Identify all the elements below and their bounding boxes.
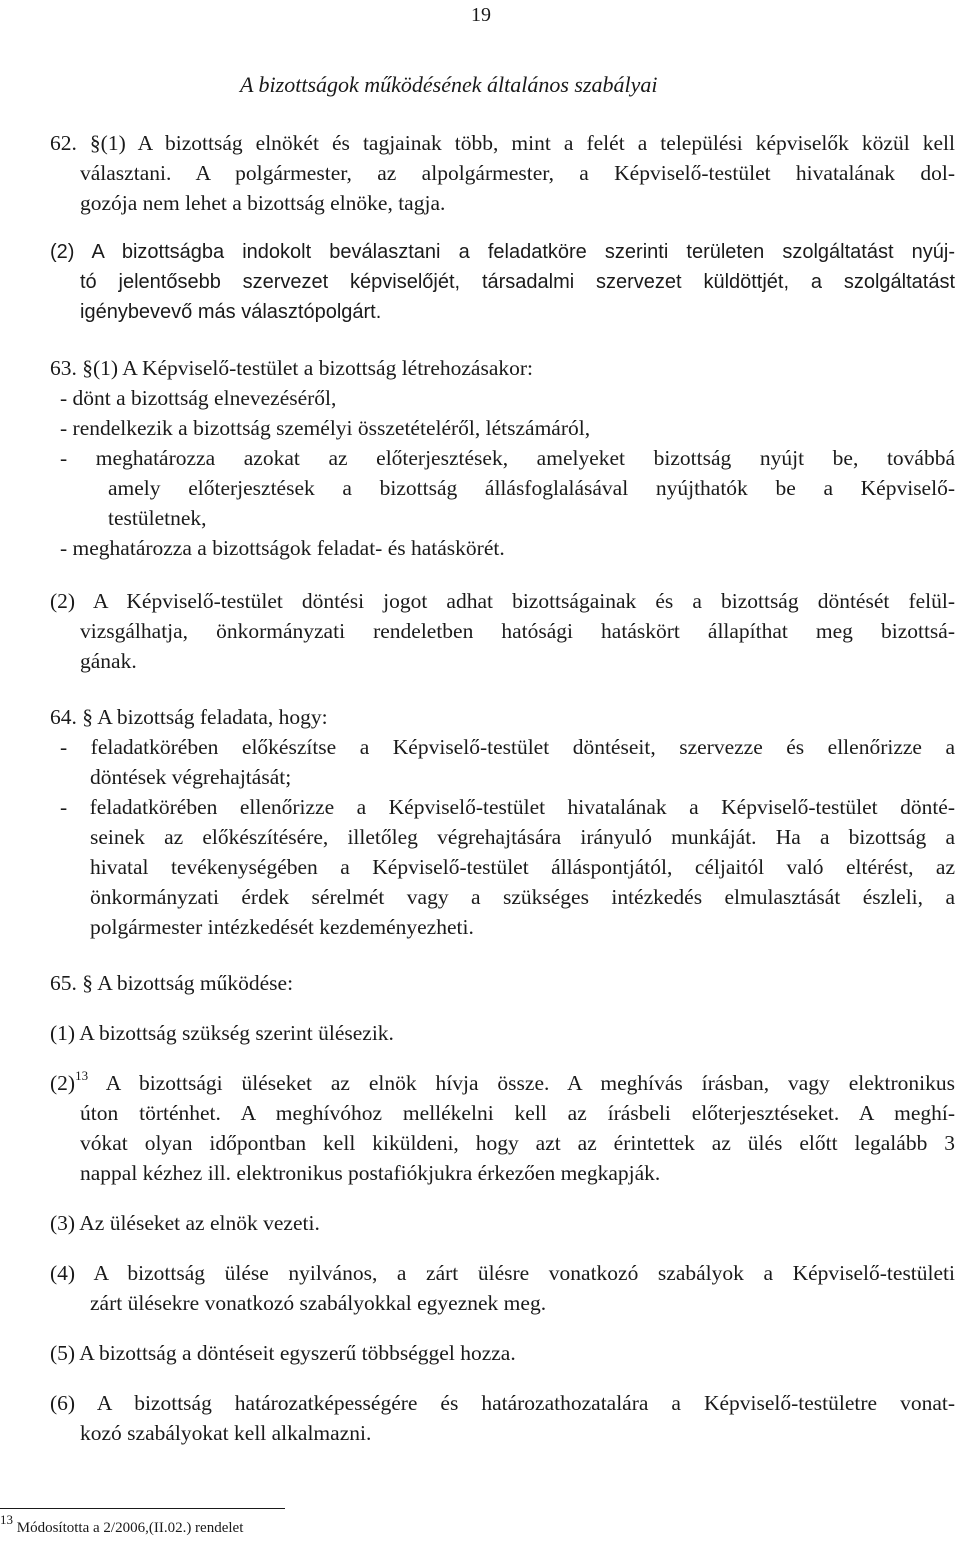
footnote-separator bbox=[0, 1508, 285, 1509]
s65-p4-line-1: (4) A bizottság ülése nyilvános, a zárt ülésre vonatkozó szabályok a Képviselő-testületi bbox=[50, 1261, 955, 1285]
s63-dash-3-line-3: testületnek, bbox=[108, 506, 207, 530]
s63-dash-2: - rendelkezik a bizottság személyi összetételéről, létszámáról, bbox=[60, 416, 591, 440]
footnote-ref-13[interactable]: 13 bbox=[75, 1067, 89, 1083]
page-number: 19 bbox=[471, 4, 491, 26]
s63-dash-4: - meghatározza a bizottságok feladat- és hatáskörét. bbox=[60, 536, 505, 560]
s65-p4-line-2: zárt ülésekre vonatkozó szabályokkal egyeznek meg. bbox=[90, 1291, 547, 1315]
s65-line-1: 65. § A bizottság működése: bbox=[50, 971, 294, 995]
s63-dash-1: - dönt a bizottság elnevezéséről, bbox=[60, 386, 337, 410]
s64-dash-1-line-2: döntések végrehajtását; bbox=[90, 765, 292, 789]
section-heading: A bizottságok működésének általános szabályai bbox=[240, 72, 658, 97]
s63-p2-line-1: (2) A Képviselő-testület döntési jogot adhat bizottságainak és a bizottság döntését felül- bbox=[50, 589, 955, 613]
footnote-number: 13 bbox=[0, 1512, 13, 1527]
s64-line-1: 64. § A bizottság feladata, hogy: bbox=[50, 705, 328, 729]
s64-dash-2-line-1: - feladatkörében ellenőrizze a Képviselő-testület hivatalának a Képviselő-testület dönté- bbox=[60, 795, 955, 819]
s65-p2-number: (2) bbox=[50, 1071, 76, 1095]
s65-p1: (1) A bizottság szükség szerint ülésezik. bbox=[50, 1021, 394, 1045]
s65-p2-text-1: A bizottsági üléseket az elnök hívja össze. A meghívás írásban, vagy elektronikus bbox=[88, 1071, 955, 1095]
s65-p3: (3) Az üléseket az elnök vezeti. bbox=[50, 1211, 320, 1235]
s65-p2-line-1 bbox=[50, 1068, 955, 1098]
s64-dash-2-line-4: önkormányzati érdek sérelmét vagy a szükséges intézkedés elmulasztását észleli, a bbox=[90, 885, 955, 909]
s62-line-1: 62. §(1) A bizottság elnökét és tagjainak több, mint a felét a települési képviselők közül kell bbox=[50, 131, 955, 155]
s65-p6-line-1: (6) A bizottság határozatképességére és határozathozatalára a Képviselő-testületre vonat- bbox=[50, 1391, 955, 1415]
footnote bbox=[0, 1512, 244, 1538]
s65-p2-line-3: vókat olyan időpontban kell kiküldeni, hogy azt az érintettek az ülés előtt legalább 3 bbox=[80, 1131, 955, 1155]
footnote-text: Módosította a 2/2006,(II.02.) rendelet bbox=[13, 1520, 244, 1536]
s65-p2-line-2: úton történhet. A meghívóhoz mellékelni kell az írásbeli előterjesztéseket. A meghí- bbox=[80, 1101, 955, 1125]
s63-line-1: 63. §(1) A Képviselő-testület a bizottság létrehozásakor: bbox=[50, 356, 534, 380]
s63-dash-3-line-2: amely előterjesztések a bizottság állásfoglalásával nyújthatók be a Képviselő- bbox=[108, 476, 955, 500]
s62-p2-line-2: tó jelentősebb szervezet képviselőjét, társadalmi szervezet küldöttjét, a szolgáltatást bbox=[80, 271, 955, 293]
s65-p6-line-2: kozó szabályokat kell alkalmazni. bbox=[80, 1421, 372, 1445]
s64-dash-2-line-5: polgármester intézkedését kezdeményezheti. bbox=[90, 915, 474, 939]
s63-dash-3-line-1: - meghatározza azokat az előterjesztések, amelyeket bizottság nyújt be, továbbá bbox=[60, 446, 955, 470]
s64-dash-2-line-3: hivatal tevékenységében a Képviselő-testület álláspontjától, céljaitól való eltérést, az bbox=[90, 855, 955, 879]
s64-dash-2-line-2: seinek az előkészítésére, illetőleg végrehajtására irányuló munkáját. Ha a bizottság a bbox=[90, 825, 955, 849]
s63-p2-line-3: gának. bbox=[80, 649, 137, 673]
s62-line-3: gozója nem lehet a bizottság elnöke, tagja. bbox=[80, 191, 446, 215]
s62-line-2: választani. A polgármester, az alpolgármester, a Képviselő-testület hivatalának dol- bbox=[80, 161, 955, 185]
s64-dash-1-line-1: - feladatkörében előkészítse a Képviselő-testület döntéseit, szervezze és ellenőrizze a bbox=[60, 735, 955, 759]
s65-p5: (5) A bizottság a döntéseit egyszerű többséggel hozza. bbox=[50, 1341, 516, 1365]
s62-p2-line-3: igénybevevő más választópolgárt. bbox=[80, 301, 382, 323]
s62-p2-line-1: (2) A bizottságba indokolt beválasztani a feladatköre szerinti területen szolgáltatást nyúj- bbox=[50, 241, 955, 263]
s65-p2-line-4: nappal kézhez ill. elektronikus postafiókjukra érkezően megkapják. bbox=[80, 1161, 661, 1185]
s63-p2-line-2: vizsgálhatja, önkormányzati rendeletben hatósági hatáskört állapíthat meg bizottsá- bbox=[80, 619, 955, 643]
